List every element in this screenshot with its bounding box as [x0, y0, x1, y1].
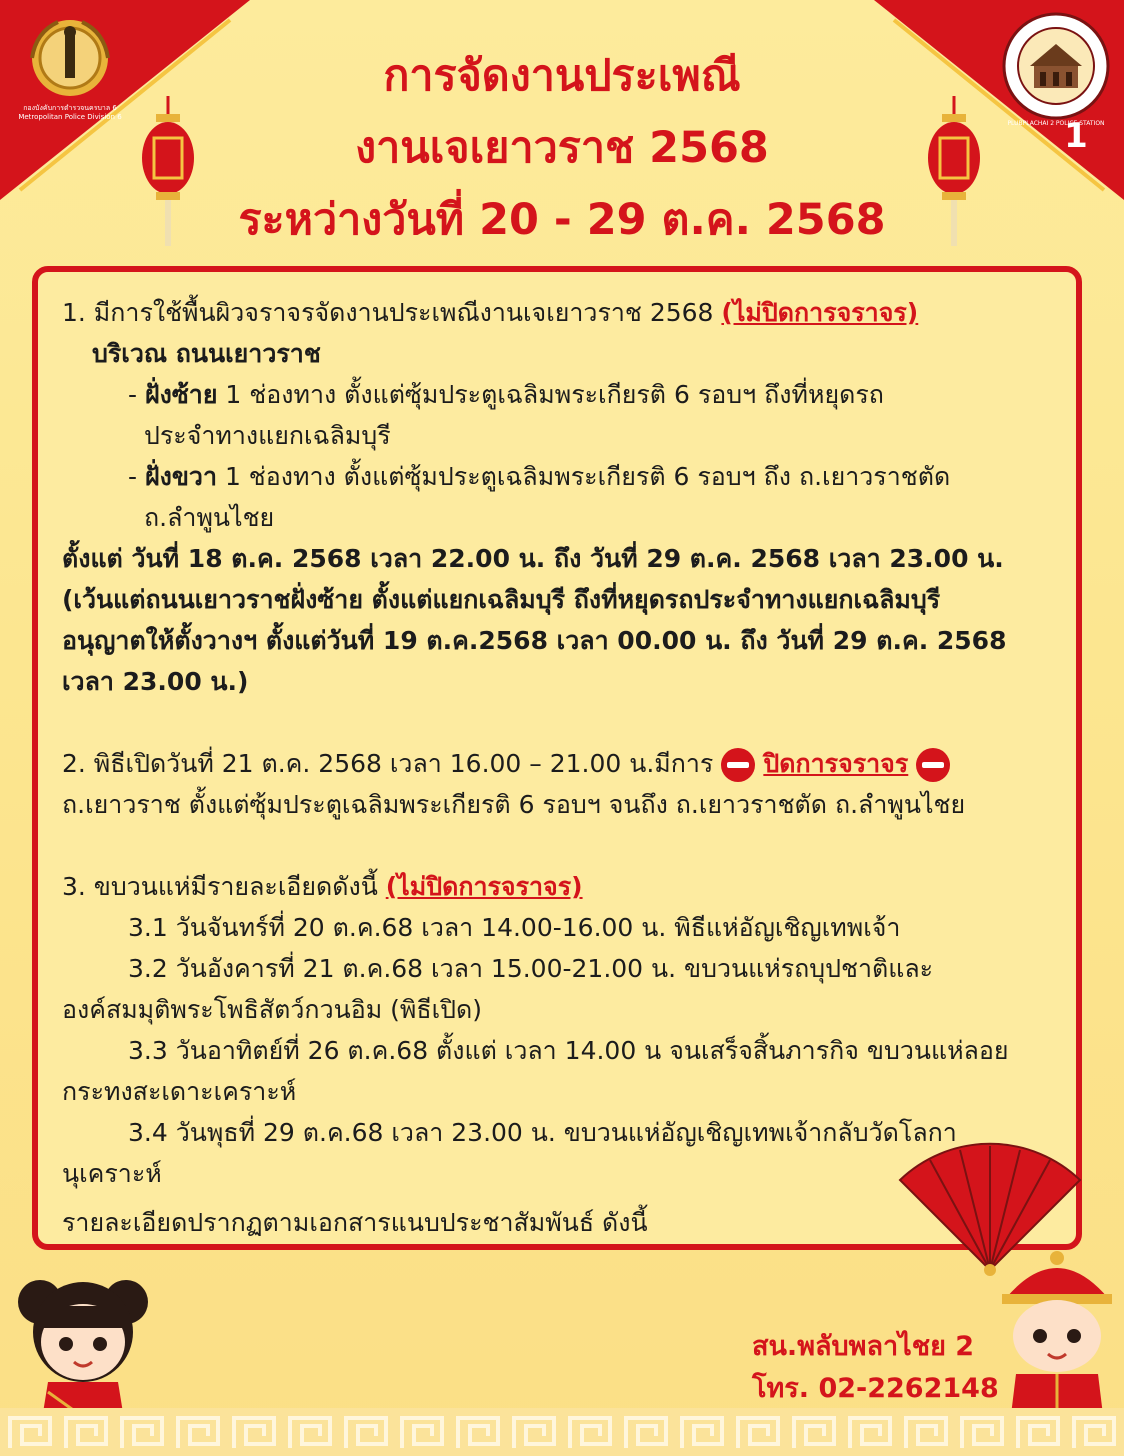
section-2-route: ถ.เยาวราช ตั้งแต่ซุ้มประตูเฉลิมพระเกียรติ 6 รอบฯ จนถึง ถ.เยาวราชตัด ถ.ลำพูนไชย [62, 790, 966, 819]
title-line-1: การจัดงานประเพณี [383, 51, 741, 101]
police-division-text: กองบังคับการตำรวจนครบาล 6 Metropolitan Police Division 6 [18, 104, 122, 121]
left-side-line: - ฝั่งซ้าย 1 ช่องทาง ตั้งแต่ซุ้มประตูเฉลิมพระเกียรติ 6 รอบฯ ถึงที่หยุดรถ [128, 380, 884, 409]
procession-item-3: 3.3 วันอาทิตย์ที่ 26 ต.ค.68 ตั้งแต่ เวลา 14.00 น จนเสร็จสิ้นภารกิจ ขบวนแห่ลอย [128, 1036, 1009, 1065]
title-line-2: งานเจเยาวราช 2568 [355, 123, 769, 173]
attachment-note: รายละเอียดปรากฏตามเอกสารแนบประชาสัมพันธ์ ดังนี้ [62, 1208, 648, 1237]
no-closure-tag: (ไม่ปิดการจราจร) [385, 872, 583, 901]
page-number: 1 [1064, 116, 1088, 156]
procession-item-4-cont: นุเคราะห์ [62, 1159, 162, 1188]
bottom-pattern-decoration [0, 1408, 1124, 1456]
no-closure-tag: (ไม่ปิดการจราจร) [721, 298, 919, 327]
no-entry-icon [721, 748, 755, 782]
right-side-line-2: ถ.ลำพูนไชย [144, 503, 275, 532]
section-2-heading: 2. พิธีเปิดวันที่ 21 ต.ค. 2568 เวลา 16.00 – 21.00 น.มีการ ปิดการจราจร [62, 743, 1072, 784]
station-name: สน.พลับพลาไชย 2 [752, 1331, 975, 1362]
station-contact [752, 1326, 999, 1410]
section-3-heading: 3. ขบวนแห่มีรายละเอียดดังนี้ (ไม่ปิดการจราจร) [62, 872, 583, 901]
procession-item-1: 3.1 วันจันทร์ที่ 20 ต.ค.68 เวลา 14.00-16.00 น. พิธีแห่อัญเชิญเทพเจ้า [128, 913, 901, 942]
left-side-line-2: ประจำทางแยกเฉลิมบุรี [144, 421, 391, 450]
section-1-note-1: (เว้นแต่ถนนเยาวราชฝั่งซ้าย ตั้งแต่แยกเฉลิมบุรี ถึงที่หยุดรถประจำทางแยกเฉลิมบุรี [62, 585, 941, 614]
police-division-emblem [18, 12, 122, 118]
section-1-note-3: เวลา 23.00 น.) [62, 667, 249, 696]
section-1-note-2: อนุญาตให้ตั้งวางฯ ตั้งแต่วันที่ 19 ต.ค.2568 เวลา 00.00 น. ถึง วันที่ 29 ต.ค. 2568 [62, 626, 1007, 655]
station-seal [1000, 10, 1112, 122]
procession-item-3-cont: กระทงสะเดาะเคราะห์ [62, 1077, 297, 1106]
section-1-heading: 1. มีการใช้พื้นผิวจราจรจัดงานประเพณีงานเจเยาวราช 2568 (ไม่ปิดการจราจร) [62, 298, 919, 327]
procession-item-2-cont: องค์สมมุติพระโพธิสัตว์กวนอิม (พิธีเปิด) [62, 995, 483, 1024]
announcement-body [62, 292, 1072, 1243]
station-phone: โทร. 02-2262148 [752, 1373, 999, 1404]
no-entry-icon [916, 748, 950, 782]
procession-item-2: 3.2 วันอังคารที่ 21 ต.ค.68 เวลา 15.00-21.00 น. ขบวนแห่รถบุปชาติและ [128, 954, 934, 983]
right-side-line: - ฝั่งขวา 1 ช่องทาง ตั้งแต่ซุ้มประตูเฉลิมพระเกียรติ 6 รอบฯ ถึง ถ.เยาวราชตัด [128, 462, 951, 491]
section-1-area: บริเวณ ถนนเยาวราช [92, 339, 321, 368]
page-title [150, 40, 974, 256]
procession-item-4: 3.4 วันพุธที่ 29 ต.ค.68 เวลา 23.00 น. ขบวนแห่อัญเชิญเทพเจ้ากลับวัดโลกา [128, 1118, 957, 1147]
road-closed-tag: ปิดการจราจร [763, 749, 909, 778]
section-1-time: ตั้งแต่ วันที่ 18 ต.ค. 2568 เวลา 22.00 น. ถึง วันที่ 29 ต.ค. 2568 เวลา 23.00 น. [62, 544, 1004, 573]
title-line-3: ระหว่างวันที่ 20 - 29 ต.ค. 2568 [238, 195, 886, 245]
station-seal-text: PLUBPLACHAI 2 POLICE STATION [1007, 120, 1105, 127]
